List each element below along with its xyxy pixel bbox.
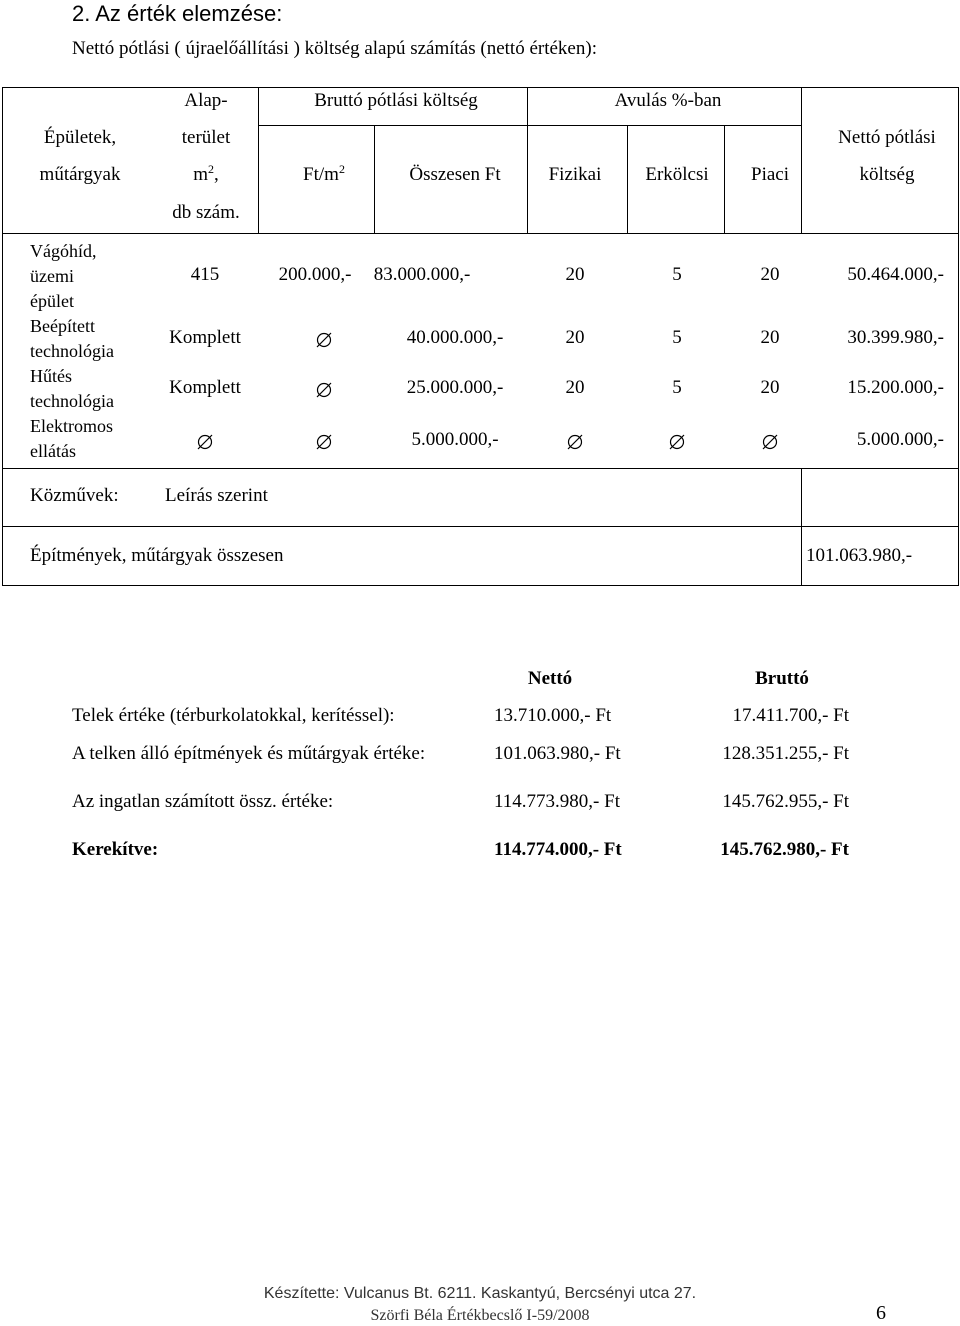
table-cell-ftm2: 200.000,-: [278, 264, 352, 285]
summary-netto: 114.773.980,- Ft: [494, 791, 620, 812]
table-cell-netto: 30.399.980,-: [847, 327, 944, 348]
page-number: 6: [876, 1302, 886, 1324]
section-heading: 2. Az érték elemzése:: [72, 1, 283, 26]
row-label-hutes: Hűtés technológia: [30, 366, 114, 411]
table-cell-piaci: 20: [760, 377, 780, 398]
table-cell-area: 415: [190, 264, 220, 285]
table-cell-area: Komplett: [169, 377, 241, 398]
header-erkolcsi: Erkölcsi: [645, 164, 709, 185]
table-cell-total: 25.000.000,-: [406, 377, 504, 398]
header-brutto-group: Bruttó pótlási költség: [314, 90, 478, 111]
header-avulas-group: Avulás %-ban: [614, 90, 722, 111]
empty-set-icon: [567, 434, 583, 450]
table-cell-total: 40.000.000,-: [406, 327, 504, 348]
kozmuvek-label: Közművek:: [30, 485, 119, 506]
table-cell-erkolcsi: 5: [672, 264, 682, 285]
kozmuvek-value: Leírás szerint: [165, 485, 268, 506]
summary-brutto: 145.762.955,- Ft: [722, 791, 849, 812]
header-netto-potlasi: Nettó pótlási: [838, 127, 936, 148]
summary-label: Az ingatlan számított össz. értéke:: [72, 791, 334, 812]
header-terulet: terület: [181, 127, 231, 148]
summary-header-netto: Nettó: [527, 668, 573, 689]
table-cell-fizikai: 20: [565, 377, 585, 398]
empty-set-icon: [316, 434, 332, 450]
table-cell-piaci: 20: [760, 264, 780, 285]
table-cell-piaci: 20: [760, 327, 780, 348]
sum-value: 101.063.980,-: [806, 545, 913, 566]
summary-netto: 13.710.000,- Ft: [494, 705, 612, 726]
summary-label: A telken álló építmények és műtárgyak értéke:: [72, 743, 426, 764]
empty-set-icon: [669, 434, 685, 450]
footer-author: Készítette: Vulcanus Bt. 6211. Kaskantyú, Bercsényi utca 27.: [263, 1285, 697, 1302]
empty-set-icon: [762, 434, 778, 450]
summary-netto: 101.063.980,- Ft: [494, 743, 621, 764]
header-piaci: Piaci: [751, 164, 789, 185]
header-ft-m2: $Ft/m^2$: [303, 162, 345, 185]
table-cell-fizikai: 20: [565, 327, 585, 348]
table-cell-area: Komplett: [169, 327, 241, 348]
summary-brutto: 17.411.700,- Ft: [732, 705, 849, 726]
summary-netto-rounded: 114.774.000,- Ft: [494, 839, 622, 860]
table-cell-total: 83.000.000,-: [373, 264, 471, 285]
empty-set-icon: [316, 382, 332, 398]
sum-label: Építmények, műtárgyak összesen: [30, 545, 284, 566]
table-cell-total: 5.000.000,-: [411, 429, 499, 450]
table-cell-netto: 5.000.000,-: [856, 429, 944, 450]
row-label-beepitett: Beépített technológia: [30, 316, 114, 361]
header-epuletek: Épületek,: [43, 127, 117, 148]
section-subtitle: Nettó pótlási ( újraelőállítási ) költség alapú számítás (nettó értéken):: [72, 38, 597, 59]
table-cell-netto: 50.464.000,-: [847, 264, 944, 285]
empty-set-icon: [316, 332, 332, 348]
summary-label: Telek értéke (térburkolatokkal, kerítéssel):: [72, 705, 395, 726]
header-db-szam: db szám.: [172, 202, 240, 223]
row-label-vagohid: Vágóhíd, üzemi épület: [30, 241, 97, 311]
table-cell-netto: 15.200.000,-: [847, 377, 944, 398]
header-fizikai: Fizikai: [548, 164, 602, 185]
table-cell-erkolcsi: 5: [672, 327, 682, 348]
table-cell-erkolcsi: 5: [672, 377, 682, 398]
summary-header-brutto: Bruttó: [755, 668, 809, 689]
table-cell-fizikai: 20: [565, 264, 585, 285]
header-mutargyak: műtárgyak: [39, 164, 121, 185]
summary-brutto-rounded: 145.762.980,- Ft: [720, 839, 849, 860]
header-m2: $m^2$,: [193, 162, 219, 185]
footer-appraiser: Szörfi Béla Értékbecslő I-59/2008: [370, 1307, 590, 1324]
empty-set-icon: [197, 434, 213, 450]
summary-brutto: 128.351.255,- Ft: [722, 743, 849, 764]
header-koltseg: költség: [859, 164, 915, 185]
row-label-elektromos: Elektromos ellátás: [30, 416, 113, 461]
header-alap: Alap-: [184, 90, 228, 111]
header-osszesen: Összesen Ft: [409, 164, 501, 185]
summary-label-rounded: Kerekítve:: [72, 839, 159, 860]
